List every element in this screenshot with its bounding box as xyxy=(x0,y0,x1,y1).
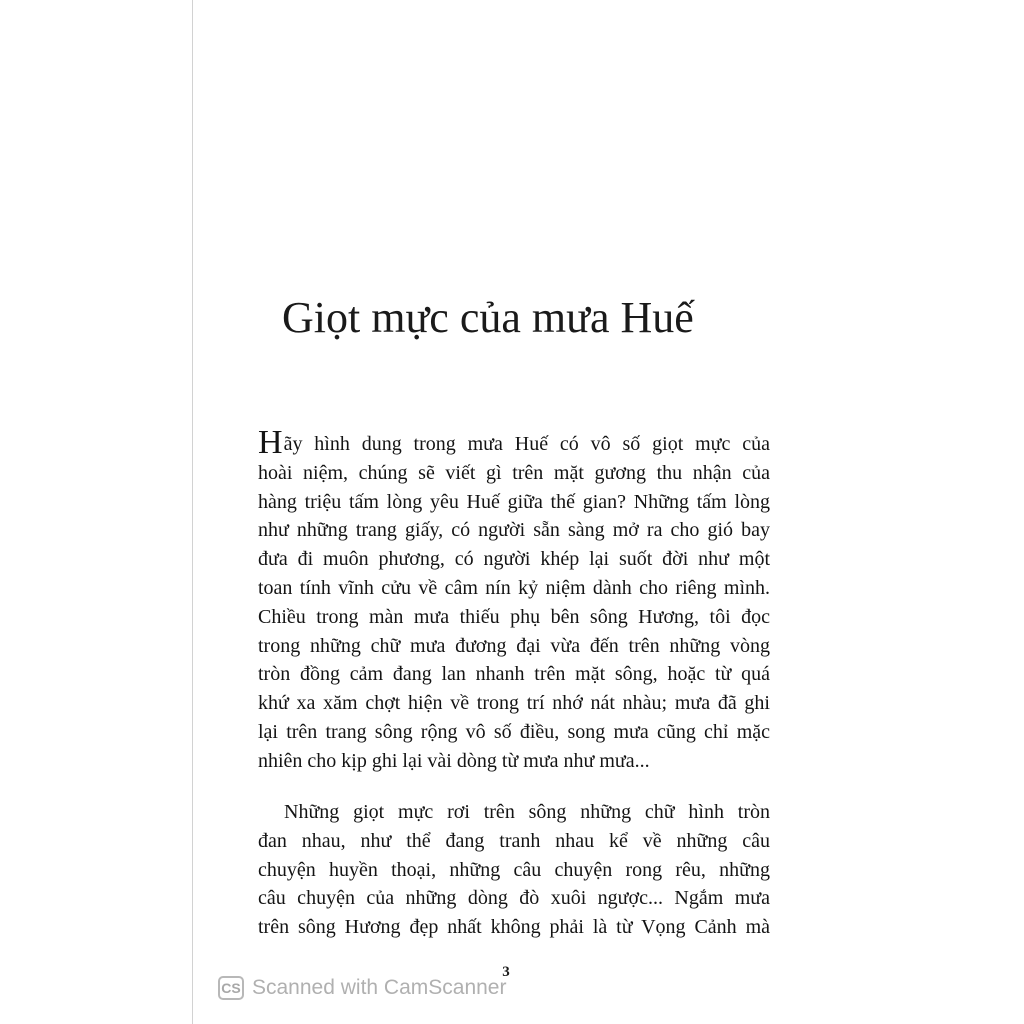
paragraph-line: khứ xa xăm chợt hiện về trong trí nhớ nát nhàu; mưa đã ghi xyxy=(258,692,770,715)
drop-cap: H xyxy=(258,424,283,461)
paragraph-line: tròn đồng cảm đang lan nhanh trên mặt sông, hoặc từ quá xyxy=(258,663,770,686)
paragraph-line: hàng triệu tấm lòng yêu Huế giữa thế gian? Những tấm lòng xyxy=(258,490,770,513)
paragraph-line: chuyện huyền thoại, những câu chuyện rong rêu, những xyxy=(258,858,770,881)
paragraph-line: toan tính vĩnh cửu về câm nín kỷ niệm dành cho riêng mình. xyxy=(258,576,770,599)
paragraph-line: trong những chữ mưa đương đại vừa đến trên những vòng xyxy=(258,634,770,657)
page-edge-line xyxy=(192,0,193,1024)
camscanner-watermark xyxy=(218,973,506,1003)
paragraph-line: Chiều trong màn mưa thiếu phụ bên sông Hương, tôi đọc xyxy=(258,605,770,628)
line-text: ãy hình dung trong mưa Huế có vô số giọt mực của xyxy=(283,433,770,455)
paragraph-line: trên sông Hương đẹp nhất không phải là từ Vọng Cảnh mà xyxy=(258,916,770,939)
paragraph-line: đưa đi muôn phương, có người khép lại suốt đời như một xyxy=(258,548,770,571)
paragraph-1 xyxy=(258,424,770,776)
paragraph-line: như những trang giấy, có người sẵn sàng mở ra cho gió bay xyxy=(258,519,770,542)
paragraph-line: nhiên cho kịp ghi lại vài dòng từ mưa như mưa... xyxy=(258,749,650,772)
paragraph-line: đan nhau, như thể đang tranh nhau kể về những câu xyxy=(258,829,770,852)
paragraph-1-line-1 xyxy=(258,424,770,461)
paragraph-line: lại trên trang sông rộng vô số điều, song mưa cũng chỉ mặc xyxy=(258,720,770,743)
chapter-title: Giọt mực của mưa Huế xyxy=(282,293,694,342)
paragraph-line: Những giọt mực rơi trên sông những chữ hình tròn xyxy=(284,801,770,823)
watermark-text: Scanned with CamScanner xyxy=(252,976,507,999)
paragraph-line: câu chuyện của những dòng đò xuôi ngược... Ngắm mưa xyxy=(258,887,770,910)
paragraph-2 xyxy=(258,798,770,942)
page-number: 3 xyxy=(502,964,510,980)
camscanner-logo-icon: CS xyxy=(218,976,244,1000)
paragraph-line: hoài niệm, chúng sẽ viết gì trên mặt gương thu nhận của xyxy=(258,461,770,484)
